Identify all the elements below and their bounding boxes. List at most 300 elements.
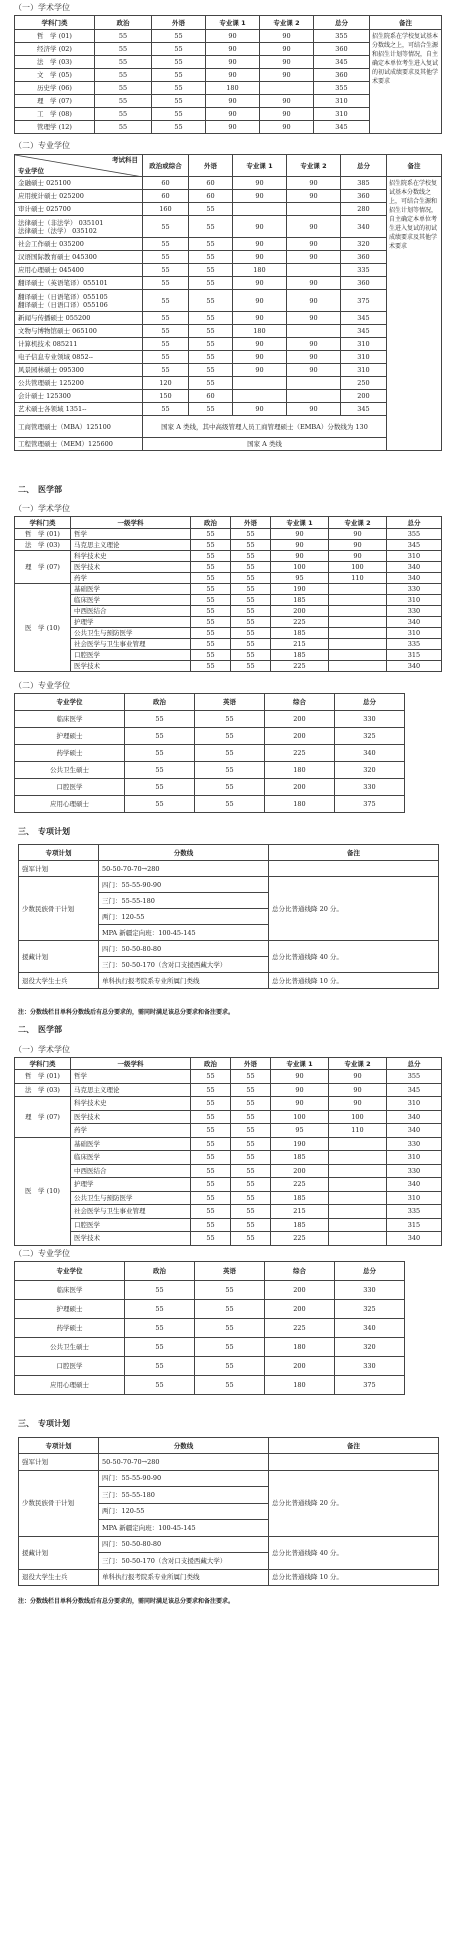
table-cell: 90 [329, 540, 387, 551]
table-row [15, 1083, 442, 1097]
table-cell: 55 [231, 1110, 271, 1124]
table-cell: 55 [189, 203, 233, 216]
header-cell: 专业学位 [15, 1262, 125, 1281]
table-row [19, 877, 439, 893]
table-row [15, 711, 405, 728]
table-cell: 90 [287, 290, 341, 312]
table-cell: 临床医学 [71, 595, 191, 606]
remark-cell: 招生院系在学校复试基本分数线之上，可结合生源和招生计划等情况，自主确定本单位考生进入复试的初试成绩要求及其他学术要求 [387, 177, 442, 451]
mem-text: 国家 A 类线 [143, 438, 387, 451]
table-cell: 310 [387, 1191, 442, 1205]
table-row [15, 216, 442, 238]
table-cell: 55 [189, 216, 233, 238]
table-cell: 55 [231, 584, 271, 595]
table-cell: 单科执行报考院系专业所属门类线 [99, 1569, 269, 1586]
table-cell: 社会医学与卫生事业管理 [71, 1205, 191, 1219]
table-cell: 55 [189, 238, 233, 251]
header-cell: 分数线 [99, 845, 269, 861]
table-cell: 55 [125, 779, 195, 796]
table-cell: 55 [195, 745, 265, 762]
table-row [15, 762, 405, 779]
header-cell: 政治 [125, 1262, 195, 1281]
table-cell: 应用心理硕士 045400 [15, 264, 143, 277]
discipline-category: 法 学 (03) [15, 1083, 71, 1097]
table-cell: 临床医学 [71, 1151, 191, 1165]
table-cell: 55 [231, 551, 271, 562]
special-plan-table [18, 844, 439, 989]
table-row [15, 377, 442, 390]
table-cell: 55 [143, 277, 189, 290]
header-cell: 外语 [231, 517, 271, 529]
table-cell: 90 [329, 1097, 387, 1111]
header-cell: 一级学科 [71, 1058, 191, 1070]
table-cell: 55 [231, 1083, 271, 1097]
table-cell [233, 203, 287, 216]
remark-cell: 总分比普通线降 10 分。 [269, 973, 439, 989]
table-cell: 临床医学 [15, 1281, 125, 1300]
table-cell: 55 [191, 1137, 231, 1151]
table-cell: 55 [195, 728, 265, 745]
header-cell: 英语 [195, 1262, 265, 1281]
table-cell: 90 [329, 551, 387, 562]
table-cell: 90 [287, 351, 341, 364]
table-cell: 225 [271, 617, 329, 628]
table-cell: 180 [265, 1376, 335, 1395]
table-row [15, 1376, 405, 1395]
header-cell: 政治 [125, 694, 195, 711]
table-cell [329, 1178, 387, 1192]
table-cell: 90 [233, 277, 287, 290]
table-cell: 社会医学与卫生事业管理 [71, 639, 191, 650]
table-cell: 355 [387, 529, 442, 540]
table-cell: MPA 新疆定向班：100-45-145 [99, 1520, 269, 1537]
table-cell: 55 [191, 529, 231, 540]
table-cell: 55 [231, 1232, 271, 1246]
header-cell: 专业课 2 [329, 1058, 387, 1070]
medical-academic-title: （一）学术学位 [14, 1045, 70, 1054]
table-cell: 55 [195, 1300, 265, 1319]
medical-professional-table [14, 693, 405, 813]
table-cell: 55 [231, 1191, 271, 1205]
discipline-category: 理 学 (07) [15, 1097, 71, 1138]
table-cell: 335 [387, 639, 442, 650]
table-cell: 60 [189, 190, 233, 203]
medical-professional-table [14, 1261, 405, 1395]
table-cell: 临床医学 [15, 711, 125, 728]
table-cell: 185 [271, 650, 329, 661]
mem-label: 工程管理硕士（MEM）125600 [15, 438, 143, 451]
table-cell: 310 [341, 364, 387, 377]
table-cell: 55 [231, 606, 271, 617]
table-cell [329, 661, 387, 672]
discipline-category: 理 学 (07) [15, 551, 71, 584]
table-row [15, 30, 442, 43]
table-cell: 325 [335, 1300, 405, 1319]
table-row [15, 312, 442, 325]
table-cell: 200 [341, 390, 387, 403]
table-cell: 医学技术 [71, 562, 191, 573]
table-row [15, 1262, 405, 1281]
header-cell: 专业课 1 [271, 517, 329, 529]
table-cell: 科学技术史 [71, 1097, 191, 1111]
table-row [15, 1178, 442, 1192]
table-row [15, 517, 442, 529]
table-row [15, 403, 442, 416]
table-cell: 医学技术 [71, 1232, 191, 1246]
table-cell: 文物与博物馆硕士 065100 [15, 325, 143, 338]
table-cell [329, 1205, 387, 1219]
table-cell: 60 [189, 177, 233, 190]
table-cell [329, 617, 387, 628]
table-row [15, 745, 405, 762]
table-cell: 55 [231, 1205, 271, 1219]
table-cell: 375 [341, 290, 387, 312]
medical-section-title: 二、 医学部 [18, 485, 62, 494]
table-cell: 90 [206, 43, 260, 56]
table-cell: 科学技术史 [71, 551, 191, 562]
table-row [15, 617, 442, 628]
table-cell: 55 [143, 216, 189, 238]
table-row [15, 177, 442, 190]
table-cell: 90 [206, 95, 260, 108]
table-cell: 310 [314, 95, 370, 108]
table-cell: 55 [189, 364, 233, 377]
table-cell: 90 [287, 338, 341, 351]
table-row [15, 364, 442, 377]
table-row [19, 941, 439, 957]
table-cell: 四门：55-55-90-90 [99, 1470, 269, 1487]
mba-label: 工商管理硕士（MBA）125100 [15, 416, 143, 438]
table-cell: 360 [341, 251, 387, 264]
table-cell: 225 [271, 1232, 329, 1246]
table-cell: 两门：120-55 [99, 1503, 269, 1520]
table-cell: 两门：120-55 [99, 909, 269, 925]
table-cell: 55 [191, 595, 231, 606]
table-cell: 55 [195, 796, 265, 813]
table-cell: 55 [152, 43, 206, 56]
professional-score-table [14, 154, 442, 451]
table-cell: 90 [329, 1083, 387, 1097]
table-cell: 55 [125, 1338, 195, 1357]
medical-academic-table [14, 1057, 442, 1246]
table-row [15, 540, 442, 551]
table-row [15, 694, 405, 711]
table-row [15, 573, 442, 584]
table-cell: 55 [195, 1357, 265, 1376]
table-cell: 55 [231, 1178, 271, 1192]
table-cell: 翻译硕士（日语笔译）055105 翻译硕士（日语口译）055106 [15, 290, 143, 312]
special-section-title: 三、 专项计划 [18, 1419, 70, 1428]
table-cell: 200 [271, 1164, 329, 1178]
table-cell: 340 [387, 573, 442, 584]
table-row [15, 1191, 442, 1205]
table-cell: 200 [265, 1281, 335, 1300]
remark-cell: 总分比普通线降 20 分。 [269, 877, 439, 941]
table-cell: 90 [271, 529, 329, 540]
header-cell: 备注 [387, 155, 442, 177]
table-cell: 药学 [71, 1124, 191, 1138]
table-cell: 55 [189, 277, 233, 290]
table-cell: 355 [387, 1070, 442, 1084]
table-cell [329, 639, 387, 650]
table-cell: 55 [231, 1218, 271, 1232]
table-cell: 55 [152, 82, 206, 95]
table-cell: 55 [195, 1281, 265, 1300]
table-cell: 55 [189, 264, 233, 277]
table-cell: 55 [125, 711, 195, 728]
table-cell: 90 [233, 190, 287, 203]
table-cell [233, 390, 287, 403]
table-cell: 90 [206, 56, 260, 69]
table-cell: 口腔医学 [15, 1357, 125, 1376]
table-cell: 55 [191, 1205, 231, 1219]
header-cell: 政治 [191, 1058, 231, 1070]
table-cell: 口腔医学 [71, 650, 191, 661]
remark-cell [269, 861, 439, 877]
table-cell: 330 [387, 606, 442, 617]
table-cell: 330 [335, 711, 405, 728]
academic-score-table [14, 15, 442, 134]
table-cell: 55 [191, 650, 231, 661]
table-cell: 55 [191, 606, 231, 617]
table-row [15, 728, 405, 745]
header-cell: 总分 [341, 155, 387, 177]
header-cell: 备注 [269, 1438, 439, 1454]
table-cell: 55 [195, 779, 265, 796]
table-cell: 马克思主义理论 [71, 1083, 191, 1097]
table-cell: 90 [287, 177, 341, 190]
table-cell: 185 [271, 1191, 329, 1205]
table-cell: 55 [143, 403, 189, 416]
table-cell [329, 606, 387, 617]
table-cell: 55 [231, 617, 271, 628]
table-cell: 310 [314, 108, 370, 121]
table-cell: 100 [271, 562, 329, 573]
table-cell: 310 [341, 351, 387, 364]
table-cell: 330 [387, 584, 442, 595]
table-cell: 55 [125, 1319, 195, 1338]
table-cell: 55 [125, 796, 195, 813]
table-cell: 55 [189, 325, 233, 338]
header-cell: 专业课 1 [206, 16, 260, 30]
table-row [19, 1569, 439, 1586]
table-cell: 90 [206, 121, 260, 134]
table-cell: 50-50-70-70→280 [99, 861, 269, 877]
header-cell: 总分 [335, 1262, 405, 1281]
table-cell: 中西医结合 [71, 606, 191, 617]
table-cell: 口腔医学 [15, 779, 125, 796]
table-cell: 55 [231, 540, 271, 551]
table-cell: 55 [95, 56, 152, 69]
table-cell [287, 325, 341, 338]
table-cell: 90 [287, 277, 341, 290]
table-cell: 200 [265, 1357, 335, 1376]
table-cell: 225 [271, 661, 329, 672]
table-cell: 90 [233, 351, 287, 364]
table-row [15, 1070, 442, 1084]
header-cell: 英语 [195, 694, 265, 711]
table-cell: 基础医学 [71, 584, 191, 595]
table-row [15, 628, 442, 639]
table-cell: 180 [206, 82, 260, 95]
table-cell: 法 学 (03) [15, 56, 95, 69]
table-cell: 55 [191, 584, 231, 595]
table-cell: 55 [191, 1083, 231, 1097]
table-row [15, 438, 442, 451]
table-cell: 90 [233, 251, 287, 264]
table-cell: 340 [387, 617, 442, 628]
remark-cell [269, 1454, 439, 1471]
table-cell: 330 [387, 1164, 442, 1178]
discipline-category: 哲 学 (01) [15, 529, 71, 540]
discipline-category: 医 学 (10) [15, 1137, 71, 1245]
table-row [15, 203, 442, 216]
medical-section-title: 二、 医学部 [18, 1025, 62, 1034]
table-cell: 60 [143, 190, 189, 203]
table-cell: 90 [260, 69, 314, 82]
table-cell: 55 [191, 1110, 231, 1124]
table-cell: 55 [143, 364, 189, 377]
table-cell: 55 [95, 121, 152, 134]
table-cell: 90 [206, 30, 260, 43]
table-cell [329, 595, 387, 606]
table-cell: 55 [231, 661, 271, 672]
table-cell: 330 [335, 1281, 405, 1300]
table-row [15, 190, 442, 203]
table-cell: 55 [189, 251, 233, 264]
table-cell: 340 [335, 745, 405, 762]
table-row [15, 779, 405, 796]
table-cell: 340 [387, 1178, 442, 1192]
table-cell [329, 1164, 387, 1178]
table-cell: 三门：50-50-170（含对口支援西藏大学） [99, 1553, 269, 1570]
table-cell: 320 [335, 1338, 405, 1357]
table-row [15, 390, 442, 403]
table-cell: 150 [143, 390, 189, 403]
table-cell: 190 [271, 584, 329, 595]
table-cell: 55 [125, 1376, 195, 1395]
discipline-category: 法 学 (03) [15, 540, 71, 551]
table-cell: 55 [231, 1151, 271, 1165]
table-cell: 90 [271, 1083, 329, 1097]
table-cell [233, 377, 287, 390]
medical-professional-title: （二）专业学位 [14, 681, 70, 690]
table-cell: 艺术硕士各领域 1351-- [15, 403, 143, 416]
table-cell: 新闻与传播硕士 055200 [15, 312, 143, 325]
header-cell: 外语 [152, 16, 206, 30]
table-row [15, 338, 442, 351]
footnote: 注：分数线栏目单科分数线后有总分要求的，需同时满足该总分要求和备注要求。 [18, 1009, 235, 1016]
header-cell: 综合 [265, 1262, 335, 1281]
table-cell: 200 [265, 1300, 335, 1319]
header-cell: 专业课 1 [233, 155, 287, 177]
header-cell: 专业课 2 [287, 155, 341, 177]
table-row [15, 238, 442, 251]
table-cell: 320 [335, 762, 405, 779]
table-cell: 200 [265, 711, 335, 728]
remark-cell: 总分比普通线降 40 分。 [269, 941, 439, 973]
table-cell: 345 [314, 56, 370, 69]
table-cell: 215 [271, 1205, 329, 1219]
table-cell: 口腔医学 [71, 1218, 191, 1232]
table-cell: 公共卫生硕士 [15, 1338, 125, 1357]
table-cell: 340 [387, 1110, 442, 1124]
table-cell: 90 [271, 551, 329, 562]
header-cell: 专项计划 [19, 845, 99, 861]
table-row [15, 1281, 405, 1300]
table-row [15, 251, 442, 264]
table-cell: 55 [152, 30, 206, 43]
table-row [15, 595, 442, 606]
table-cell: 345 [341, 403, 387, 416]
table-cell: 55 [143, 338, 189, 351]
table-cell [329, 1137, 387, 1151]
table-cell: 55 [95, 82, 152, 95]
table-cell: 385 [341, 177, 387, 190]
header-cell: 总分 [387, 1058, 442, 1070]
table-cell: 315 [387, 650, 442, 661]
table-cell: 55 [231, 1070, 271, 1084]
table-row [15, 1097, 442, 1111]
table-cell: 55 [191, 1124, 231, 1138]
table-row [15, 562, 442, 573]
table-cell: 340 [387, 1232, 442, 1246]
table-cell: 55 [143, 325, 189, 338]
table-cell: 公共管理硕士 125200 [15, 377, 143, 390]
table-row [15, 277, 442, 290]
table-row [15, 1218, 442, 1232]
table-row [15, 1058, 442, 1070]
table-cell: 风景园林硕士 095300 [15, 364, 143, 377]
table-cell: 55 [231, 1164, 271, 1178]
table-cell: 55 [191, 562, 231, 573]
table-cell: 320 [341, 238, 387, 251]
table-cell: 55 [191, 1097, 231, 1111]
header-cell: 专项计划 [19, 1438, 99, 1454]
plan-name: 援藏计划 [19, 1536, 99, 1569]
table-cell: 90 [287, 238, 341, 251]
table-cell: 310 [387, 1151, 442, 1165]
table-cell: 55 [191, 1232, 231, 1246]
table-cell: 340 [341, 216, 387, 238]
table-cell: 280 [341, 203, 387, 216]
header-cell: 专业课 2 [260, 16, 314, 30]
table-cell: 375 [335, 1376, 405, 1395]
header-degree: 专业学位 [18, 167, 44, 175]
table-cell: 55 [143, 351, 189, 364]
table-cell: 90 [260, 121, 314, 134]
table-row [15, 351, 442, 364]
table-cell: 55 [95, 108, 152, 121]
table-cell: 200 [271, 606, 329, 617]
table-cell: 护理硕士 [15, 728, 125, 745]
table-cell: 180 [233, 325, 287, 338]
table-cell: 经济学 (02) [15, 43, 95, 56]
header-cell: 政治 [95, 16, 152, 30]
table-row [19, 1536, 439, 1553]
table-cell: 55 [152, 95, 206, 108]
table-cell: 90 [233, 216, 287, 238]
table-cell: 310 [387, 595, 442, 606]
table-cell: 公共卫生硕士 [15, 762, 125, 779]
table-cell: 电子信息专业领域 0852-- [15, 351, 143, 364]
table-cell: 55 [189, 290, 233, 312]
table-cell: 55 [191, 551, 231, 562]
table-cell: 55 [191, 573, 231, 584]
table-cell: 100 [271, 1110, 329, 1124]
table-cell: 55 [189, 312, 233, 325]
table-cell: 哲 学 (01) [15, 30, 95, 43]
